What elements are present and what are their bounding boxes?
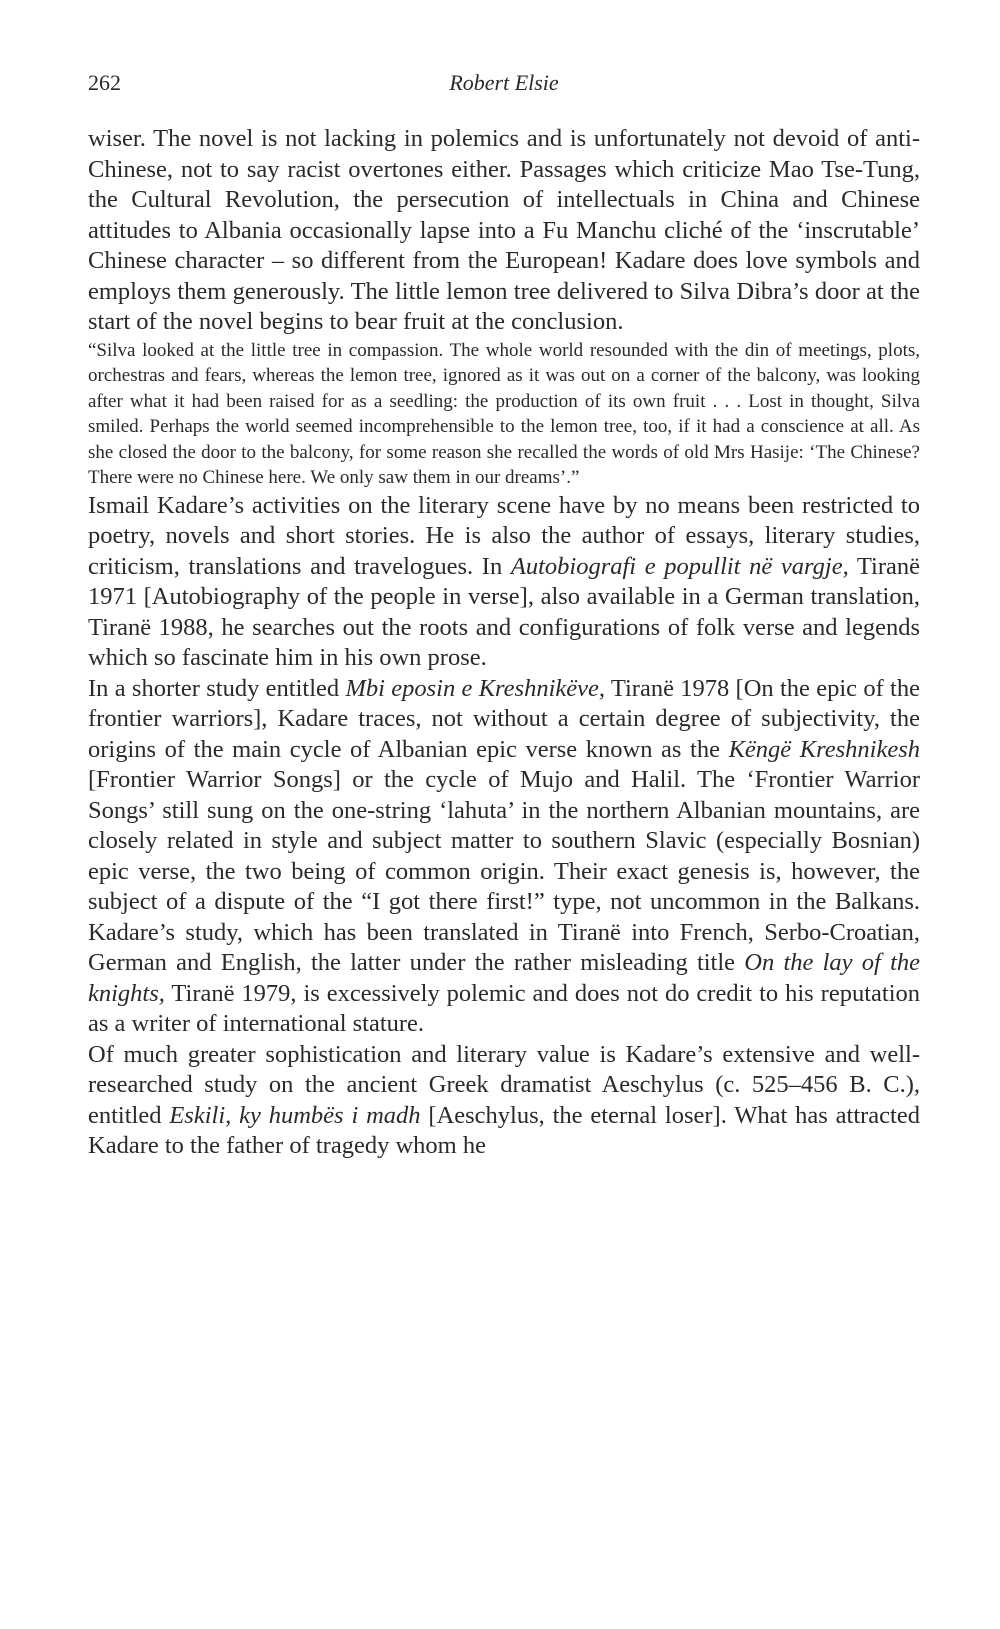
page-number: 262: [88, 70, 121, 95]
paragraph-3: [88, 674, 920, 1040]
paragraph-3-text-a: In a shorter study entitled: [88, 674, 346, 702]
paragraph-3-text-b: Tiranë 1978 [On the epic of the frontier warriors], Kadare traces, not without a certain degree of subjectivity, the origins of the main cycle of Albanian epic verse known as the: [88, 674, 920, 763]
title-kenge-kreshnikesh: Këngë Kreshnikesh: [728, 735, 920, 763]
title-mbi-eposin: Mbi eposin e Kreshnikëve,: [345, 674, 605, 702]
block-quote: “Silva looked at the little tree in compassion. The whole world resounded with the din of meetings, plots, orchestras and fears, whereas the lemon tree, ignored as it was out on a corner of the balcony, was looking after what it had been raised for as a seedling: the production of its own fruit . . . Lost in thought, Silva smiled. Perhaps the world seemed incomprehensible to the lemon tree, too, if it had a conscience at all. As she closed the door to the balcony, for some reason she recalled the words of old Mrs Hasije: ‘The Chinese? There were no Chinese here. We only saw them in our dreams’.”: [88, 339, 920, 488]
paragraph-3-text-d: Tiranë 1979, is excessively polemic and does not do credit to his reputation as a writer of international stature.: [88, 979, 920, 1037]
running-head: Robert Elsie: [449, 70, 559, 95]
page-header: [88, 70, 920, 110]
paragraph-3-text-c: [Frontier Warrior Songs] or the cycle of Mujo and Halil. The ‘Frontier Warrior Songs’ still sung on the one-string ‘lahuta’ in the northern Albanian mountains, are closely related in style and subject matter to southern Slavic (especially Bosnian) epic verse, the two being of common origin. Their exact genesis is, however, the subject of a dispute of the “I got there first!” type, not uncommon in the Balkans. Kadare’s study, which has been translated in Tiranë into French, Serbo-Croatian, German and English, the latter under the rather misleading title: [88, 766, 920, 976]
title-on-the-lay: On the lay of the knights,: [88, 949, 920, 1007]
body-text: [88, 124, 920, 1162]
paragraph-2-text-a: Ismail Kadare’s activities on the literary scene have by no means been restricted to poetry, novels and short stories. He is also the author of essays, literary studies, criticism, translations and travelogues. In: [88, 491, 920, 580]
paragraph-2-text-b: Tiranë 1971 [Autobiography of the people in verse], also available in a German translation, Tiranë 1988, he searches out the roots and configurations of folk verse and legends which so fascinate him in his own prose.: [88, 552, 920, 671]
paragraph-2: [88, 491, 920, 674]
paragraph-4-text-b: [Aeschylus, the eternal loser]. What has attracted Kadare to the father of tragedy whom he: [88, 1101, 920, 1159]
paragraph-4: [88, 1040, 920, 1162]
paragraph-1: wiser. The novel is not lacking in polemics and is unfortunately not devoid of anti-Chinese, not to say racist overtones either. Passages which criticize Mao Tse-Tung, the Cultural Revolution, the persecution of intellectuals in China and Chinese attitudes to Albania occasionally lapse into a Fu Manchu cliché of the ‘inscrutable’ Chinese character – so different from the European! Kadare does love symbols and employs them generously. The little lemon tree delivered to Silva Dibra’s door at the start of the novel begins to bear fruit at the conclusion.: [88, 125, 920, 335]
title-eskili: Eskili, ky humbës i madh: [169, 1101, 421, 1129]
paragraph-4-text-a: Of much greater sophistication and literary value is Kadare’s extensive and well-researched study on the ancient Greek dramatist Aeschylus (c. 525–456 B. C.), entitled: [88, 1040, 920, 1129]
title-autobiografi: Autobiografi e popullit në vargje,: [510, 552, 849, 580]
